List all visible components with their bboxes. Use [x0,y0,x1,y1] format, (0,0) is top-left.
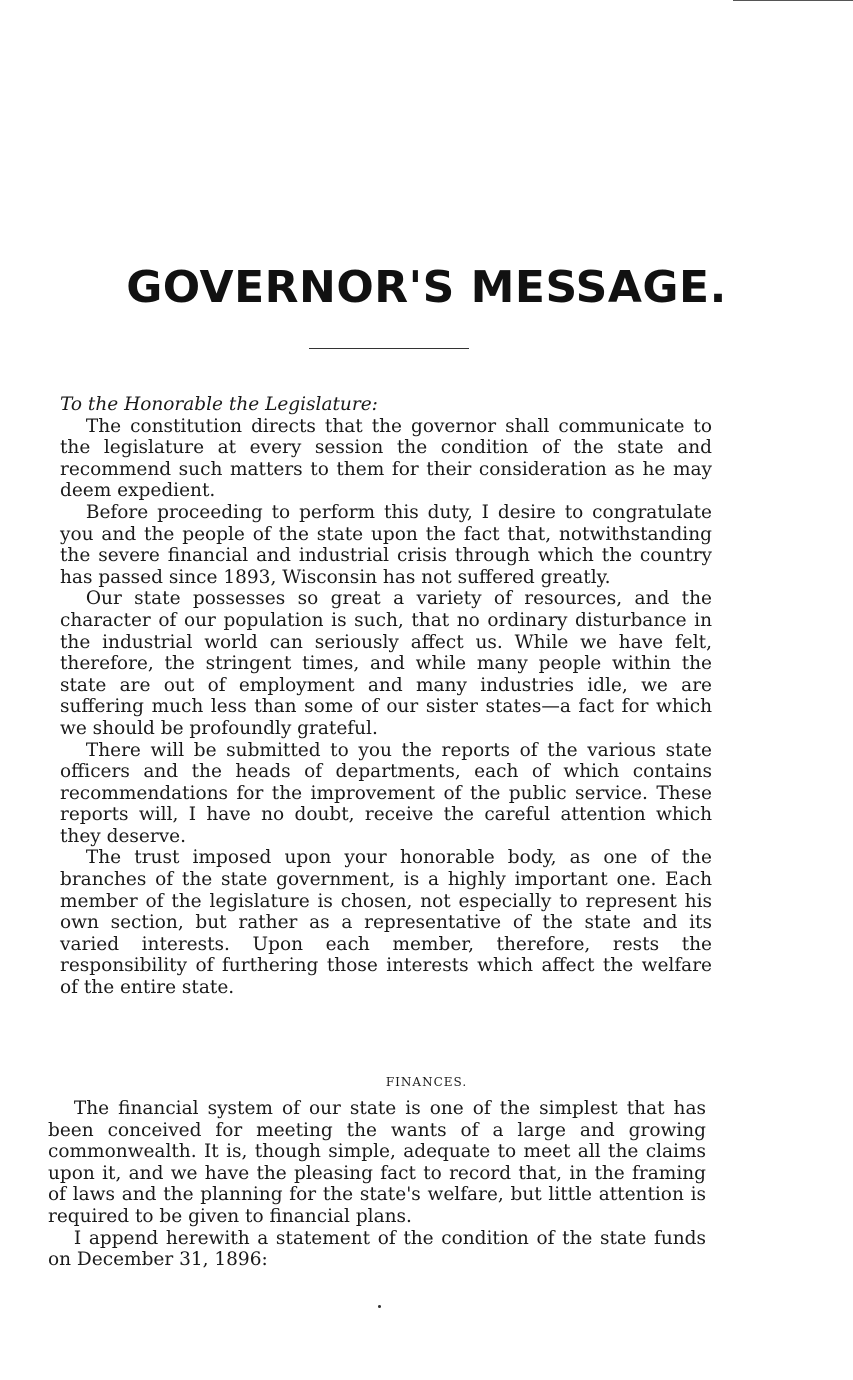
salutation: To the Honorable the Legislature: [60,394,378,415]
finances-body [48,1098,706,1271]
top-edge-rule [733,0,853,1]
section-heading-finances: FINANCES. [385,1075,468,1089]
paragraph: Before proceeding to perform this duty, I desire to congratulate you and the people of the state upon the fact that, notwithstanding the severe financial and industrial crisis through which the country has passed since 1893, Wisconsin has not suffered greatly. [60,501,712,588]
message-body [60,394,712,999]
paragraph: The constitution directs that the governor shall communicate to the legislature at every session the condition of the state and recommend such matters to them for their consideration as he may deem expedient. [60,415,712,502]
page-title: GOVERNOR'S MESSAGE. [126,262,727,313]
paragraph: The financial system of our state is one of the simplest that has been conceived for meeting the wants of a large and growing commonwealth. It is, though simple, adequate to meet all the claims upon it, and we have the pleasing fact to record that, in the framing of laws and the planning for the state's welfare, but little attention is required to be given to financial plans. [48,1098,706,1227]
paragraph: Our state possesses so great a variety of resources, and the character of our population is such, that no ordinary disturbance in the industrial world can seriously affect us. While we have felt, therefore, the stringent times, and while many people within the state are out of employment and many industries idle, we are suffering much less than some of our sister states—a fact for which we should be profoundly grateful. [60,588,712,739]
page-mark [378,1305,381,1308]
paragraph: There will be submitted to you the reports of the various state officers and the heads of departments, each of which contains recommendations for the improvement of the public service. These reports will, I have no doubt, receive the careful attention which they deserve. [60,739,712,847]
paragraph: The trust imposed upon your honorable body, as one of the branches of the state government, is a highly important one. Each member of the legislature is chosen, not especially to represent his own section, but rather as a representative of the state and its varied interests. Upon each member, therefore, rests the responsibility of furthering those interests which affect the welfare of the entire state. [60,847,712,999]
paragraph: I append herewith a statement of the condition of the state funds on December 31, 1896: [48,1227,706,1271]
title-divider [309,348,469,349]
